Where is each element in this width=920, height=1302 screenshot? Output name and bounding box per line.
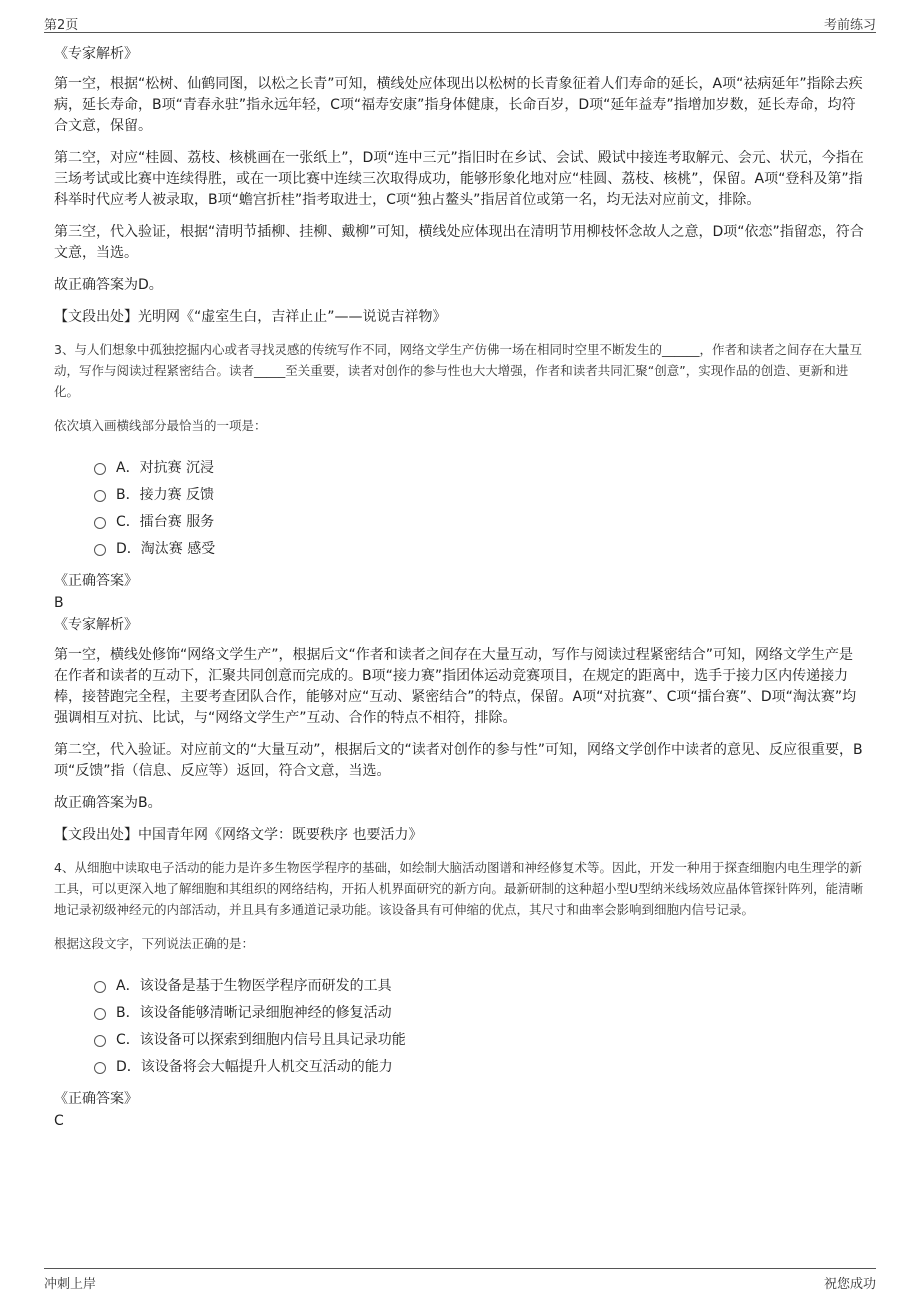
expert-analysis-label: 《专家解析》 (54, 46, 138, 62)
correct-answer: C (54, 1113, 64, 1129)
option-label: A．该设备是基于生物医学程序而研发的工具 (116, 977, 392, 994)
option-a[interactable] (94, 971, 864, 998)
radio-button-icon[interactable] (94, 1008, 106, 1020)
option-d[interactable] (94, 1052, 864, 1079)
answer-conclusion: 故正确答案为D。 (54, 277, 163, 293)
footer-right-label: 祝您成功 (823, 1277, 876, 1292)
radio-button-icon[interactable] (94, 463, 106, 475)
correct-answer: B (54, 595, 64, 611)
page-number: 第2页 (44, 18, 79, 33)
option-label: B．该设备能够清晰记录细胞神经的修复活动 (116, 1004, 392, 1021)
option-label: A．对抗赛 沉浸 (116, 459, 215, 476)
radio-button-icon[interactable] (94, 1062, 106, 1074)
question-prompt: 根据这段文字，下列说法正确的是： (54, 936, 255, 951)
document-body (54, 44, 864, 1133)
correct-answer-label: 《正确答案》 (54, 573, 138, 589)
option-b[interactable] (94, 998, 864, 1025)
correct-answer-label: 《正确答案》 (54, 1091, 138, 1107)
analysis-paragraph: 第三空，代入验证，根据“清明节插柳、挂柳、戴柳”可知，横线处应体现出在清明节用柳枝怀念故人之意，D项“依恋”指留恋，符合文意，当选。 (54, 224, 864, 261)
page-footer (44, 1268, 876, 1291)
analysis-paragraph: 第一空，根据“松树、仙鹤同图，以松之长青”可知，横线处应体现出以松树的长青象征着人们寿命的延长，A项“祛病延年”指除去疾病，延长寿命，B项“青春永驻”指永远年轻，C项“福寿安康”指身体健康，长命百岁，D项“延年益寿”指增加岁数，延长寿命，均符合文意，保留。 (54, 76, 863, 134)
analysis-paragraph: 第一空，横线处修饰“网络文学生产”，根据后文“作者和读者之间存在大量互动，写作与阅读过程紧密结合”可知，网络文学生产是在作者和读者的互动下，汇聚共同创意而完成的。B项“接力赛”指团体运动竞赛项目，在规定的距离中，选手于接力区内传递接力棒，接替跑完全程，主要考查团队合作，能够对应“互动、紧密结合”的特点，保留。A项“对抗赛”、C项“擂台赛”、D项“淘汰赛”均强调相互对抗、比试，与“网络文学生产”互动、合作的特点不相符，排除。 (54, 647, 857, 726)
option-label: C．擂台赛 服务 (116, 513, 215, 530)
option-label: C．该设备可以探索到细胞内信号且具记录功能 (116, 1031, 406, 1048)
radio-button-icon[interactable] (94, 544, 106, 556)
question-prompt: 依次填入画横线部分最恰当的一项是： (54, 418, 267, 433)
radio-button-icon[interactable] (94, 490, 106, 502)
option-c[interactable] (94, 507, 864, 534)
answer-conclusion: 故正确答案为B。 (54, 795, 162, 811)
radio-button-icon[interactable] (94, 517, 106, 529)
option-label: B．接力赛 反馈 (116, 486, 215, 503)
analysis-paragraph: 第二空，对应“桂圆、荔枝、核桃画在一张纸上”，D项“连中三元”指旧时在乡试、会试、殿试中接连考取解元、会元、状元，今指在三场考试或比赛中连续得胜，或在一项比赛中连续三次取得成功，能够形象化地对应“桂圆、荔枝、核桃”，保留。A项“登科及第”指科举时代应考人被录取，B项“蟾宫折桂”指考取进士，C项“独占鳌头”指居首位或第一名，均无法对应前文，排除。 (54, 150, 864, 208)
header-label: 考前练习 (823, 18, 876, 33)
expert-analysis-label: 《专家解析》 (54, 617, 138, 633)
page-header (44, 12, 876, 33)
option-label: D．淘汰赛 感受 (116, 540, 216, 557)
option-d[interactable] (94, 534, 864, 561)
analysis-paragraph: 第二空，代入验证。对应前文的“大量互动”，根据后文的“读者对创作的参与性”可知，网络文学创作中读者的意见、反应很重要，B项“反馈”指（信息、反应等）返回，符合文意，当选。 (54, 742, 863, 779)
option-label: D．该设备将会大幅提升人机交互活动的能力 (116, 1058, 393, 1075)
radio-button-icon[interactable] (94, 1035, 106, 1047)
footer-left-label: 冲刺上岸 (44, 1277, 97, 1292)
radio-button-icon[interactable] (94, 981, 106, 993)
option-b[interactable] (94, 480, 864, 507)
source-citation: 【文段出处】光明网《“虚室生白，吉祥止止”——说说吉祥物》 (54, 309, 447, 325)
option-c[interactable] (94, 1025, 864, 1052)
question-stem: 3、与人们想象中孤独挖掘内心或者寻找灵感的传统写作不同，网络文学生产仿佛一场在相同时空里不断发生的______，作者和读者之间存在大量互动，写作与阅读过程紧密结合。读者_____至关重要，读者对创作的参与性也大大增强，作者和读者共同汇聚“创意”，实现作品的创造、更新和进化。 (54, 342, 862, 399)
option-a[interactable] (94, 453, 864, 480)
question-stem: 4、从细胞中读取电子活动的能力是许多生物医学程序的基础，如绘制大脑活动图谱和神经修复术等。因此，开发一种用于探查细胞内电生理学的新工具，可以更深入地了解细胞和其组织的网络结构，开拓人机界面研究的新方向。最新研制的这种超小型U型纳米线场效应晶体管探针阵列，能清晰地记录初级神经元的内部活动，并且具有多通道记录功能。该设备具有可伸缩的优点，其尺寸和曲率会影响到细胞内信号记录。 (54, 860, 864, 917)
source-citation: 【文段出处】中国青年网《网络文学：既要秩序 也要活力》 (54, 827, 423, 843)
